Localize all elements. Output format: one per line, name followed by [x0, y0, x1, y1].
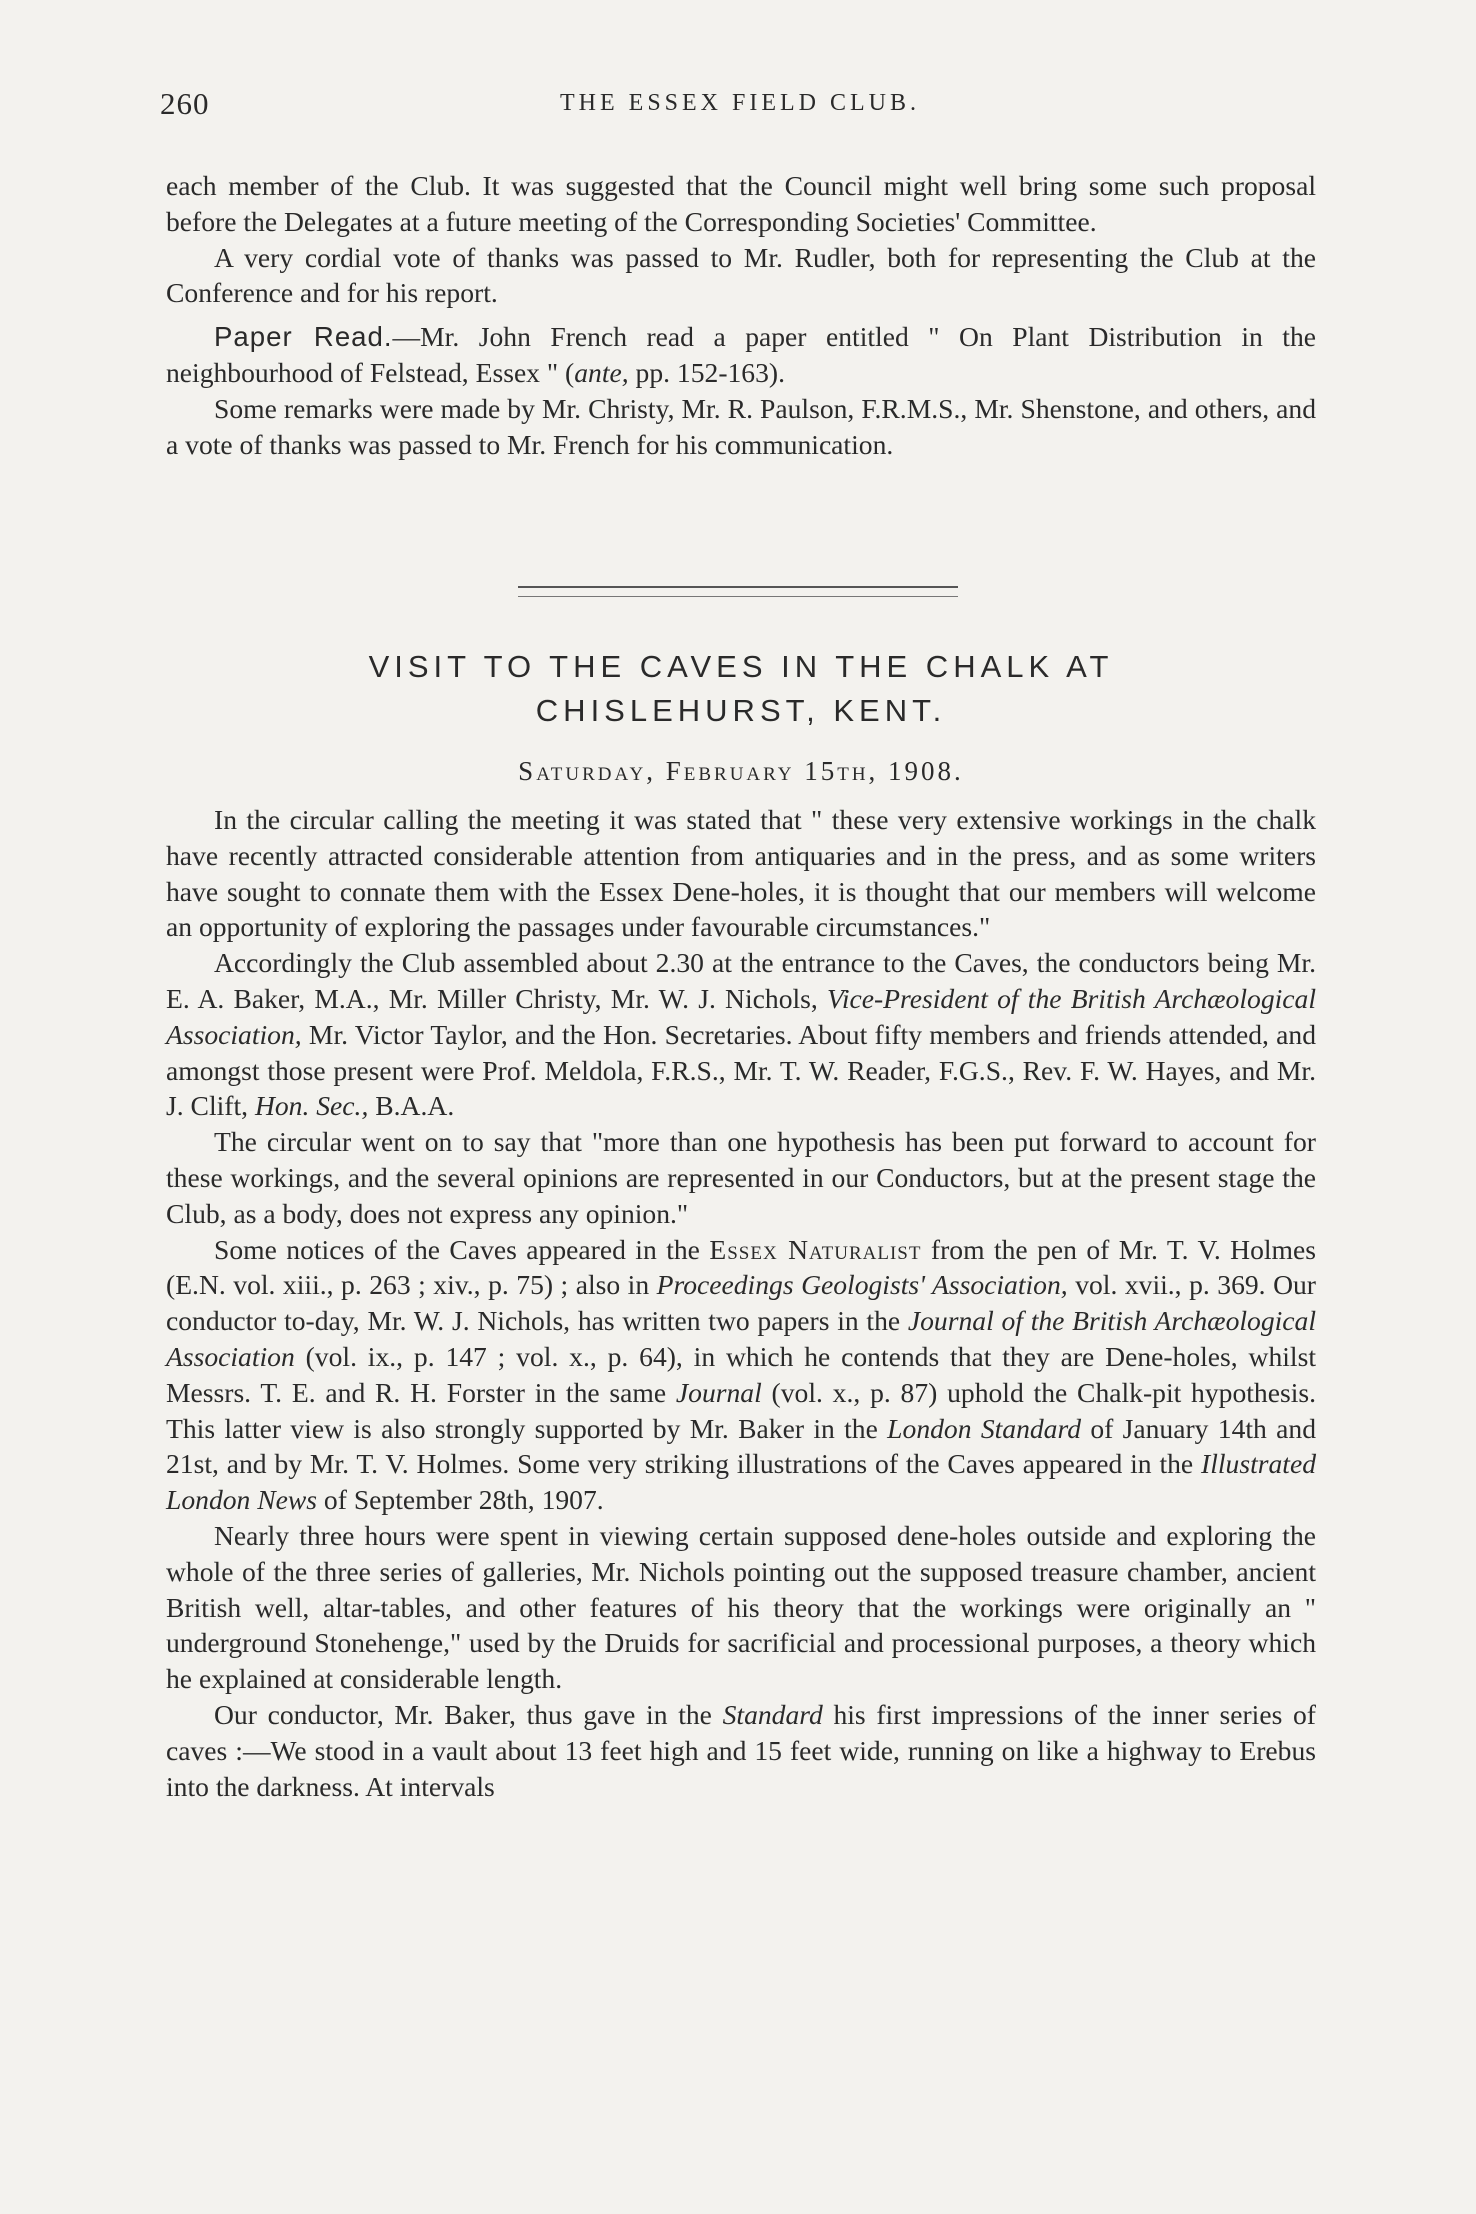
- heading-line: CHISLEHURST, KENT.: [535, 693, 947, 728]
- heading-line: VISIT TO THE CAVES IN THE CHALK AT: [368, 649, 1114, 684]
- text-run: from the pen of Mr. T. V. Holmes (E.N. vol. xiii., p. 263 ; xiv., p. 75) ; also in: [166, 1233, 1317, 1301]
- section-date: Saturday, February 15th, 1908.: [518, 756, 964, 786]
- journal-title: THE ESSEX FIELD CLUB.: [560, 90, 920, 116]
- italic-run: London Standard: [887, 1412, 1081, 1444]
- text-run: (vol. ix., p. 147 ; vol. x., p. 64), in which he contends that they are Dene-holes, whilst Messrs. T. E. and R. H. Forster in the same: [166, 1340, 1316, 1408]
- text-run: his first impressions of the inner series of caves :—We stood in a vault about 13 feet high and 15 feet wide, running on like a highway to Erebus into the darkness. At intervals: [166, 1698, 1316, 1802]
- text-run: —Mr. John French read a paper entitled " On Plant Distribution in the neighbourhood of Felstead, Essex " (: [166, 321, 1317, 388]
- text-run: Some notices of the Caves appeared in the: [214, 1233, 710, 1265]
- paragraph-paper-read: [166, 319, 1316, 391]
- running-head: [160, 86, 1320, 126]
- section-divider: [518, 586, 958, 597]
- italic-run: Illustrated London News: [166, 1448, 1316, 1516]
- text-run: vol. xvii., p. 369. Our conductor to-day, Mr. W. J. Nichols, has written two papers in the: [166, 1269, 1316, 1337]
- italic-run: Journal: [675, 1376, 762, 1408]
- italic-run: Hon. Sec.,: [254, 1090, 369, 1122]
- paragraph: [166, 1232, 1316, 1518]
- text-run: Our conductor, Mr. Baker, thus gave in the: [214, 1698, 723, 1730]
- italic-run: ante,: [574, 356, 629, 388]
- paragraph: [166, 1697, 1316, 1804]
- page-number: 260: [160, 86, 210, 121]
- italic-run: Proceedings Geologists' Association,: [656, 1269, 1068, 1301]
- italic-run: Journal of the British Archæological Association: [166, 1305, 1316, 1372]
- text-run: pp. 152-163).: [628, 356, 785, 388]
- paragraph: each member of the Club. It was suggested that the Council might well bring some such proposal before the Delegates at a future meeting of the Corresponding Societies' Committee.: [166, 170, 1316, 237]
- text-run: Mr. Victor Taylor, and the Hon. Secretaries. About fifty members and friends attended, and amongst those present were Prof. Meldola, F.R.S., Mr. T. W. Reader, F.G.S., Rev. F. W. Hayes, and Mr. J. Clift,: [166, 1018, 1316, 1122]
- section-heading: [166, 645, 1316, 733]
- meeting-report-continuation: [166, 168, 1316, 462]
- text-run: Accordingly the Club assembled about 2.30 at the entrance to the Caves, the conductors being Mr. E. A. Baker, M.A., Mr. Miller Christy, Mr. W. J. Nichols,: [166, 947, 1316, 1014]
- small-caps-run: Essex Naturalist: [709, 1233, 922, 1265]
- italic-run: Standard: [722, 1698, 823, 1730]
- visit-report: [166, 802, 1316, 1804]
- text-run: of September 28th, 1907.: [317, 1484, 604, 1516]
- text-run: (vol. x., p. 87) uphold the Chalk-pit hypothesis. This latter view is also strongly supported by Mr. Baker in the: [166, 1376, 1317, 1444]
- paper-read-label: Paper Read.: [214, 321, 393, 353]
- paragraph: In the circular calling the meeting it was stated that " these very extensive workings in the chalk have recently attracted considerable attention from antiquaries and in the press, and as some writers have sought to connate them with the Essex Dene-holes, it is thought that our members will welcome an opportunity of exploring the passages under favourable circumstances.": [166, 804, 1316, 943]
- paragraph: A very cordial vote of thanks was passed to Mr. Rudler, both for representing the Club at the Conference and for his report.: [166, 241, 1316, 309]
- text-run: of January 14th and 21st, and by Mr. T. V. Holmes. Some very striking illustrations of the Caves appeared in the: [166, 1412, 1316, 1480]
- paragraph: Nearly three hours were spent in viewing certain supposed dene-holes outside and exploring the whole of the three series of galleries, Mr. Nichols pointing out the supposed treasure chamber, ancient British well, altar-tables, and other features of his theory that the workings were originally an " underground Stonehenge," used by the Druids for sacrificial and processional purposes, a theory which he explained at considerable length.: [166, 1519, 1316, 1695]
- paragraph: Some remarks were made by Mr. Christy, Mr. R. Paulson, F.R.M.S., Mr. Shenstone, and others, and a vote of thanks was passed to Mr. French for his communication.: [166, 392, 1316, 460]
- paragraph: [166, 945, 1316, 1124]
- text-run: B.A.A.: [368, 1090, 455, 1122]
- paragraph: The circular went on to say that "more than one hypothesis has been put forward to account for these workings, and the several opinions are represented in our Conductors, but at the present stage the Club, as a body, does not express any opinion.": [166, 1126, 1316, 1229]
- italic-run: Vice-President of the British Archæological Association,: [166, 982, 1316, 1050]
